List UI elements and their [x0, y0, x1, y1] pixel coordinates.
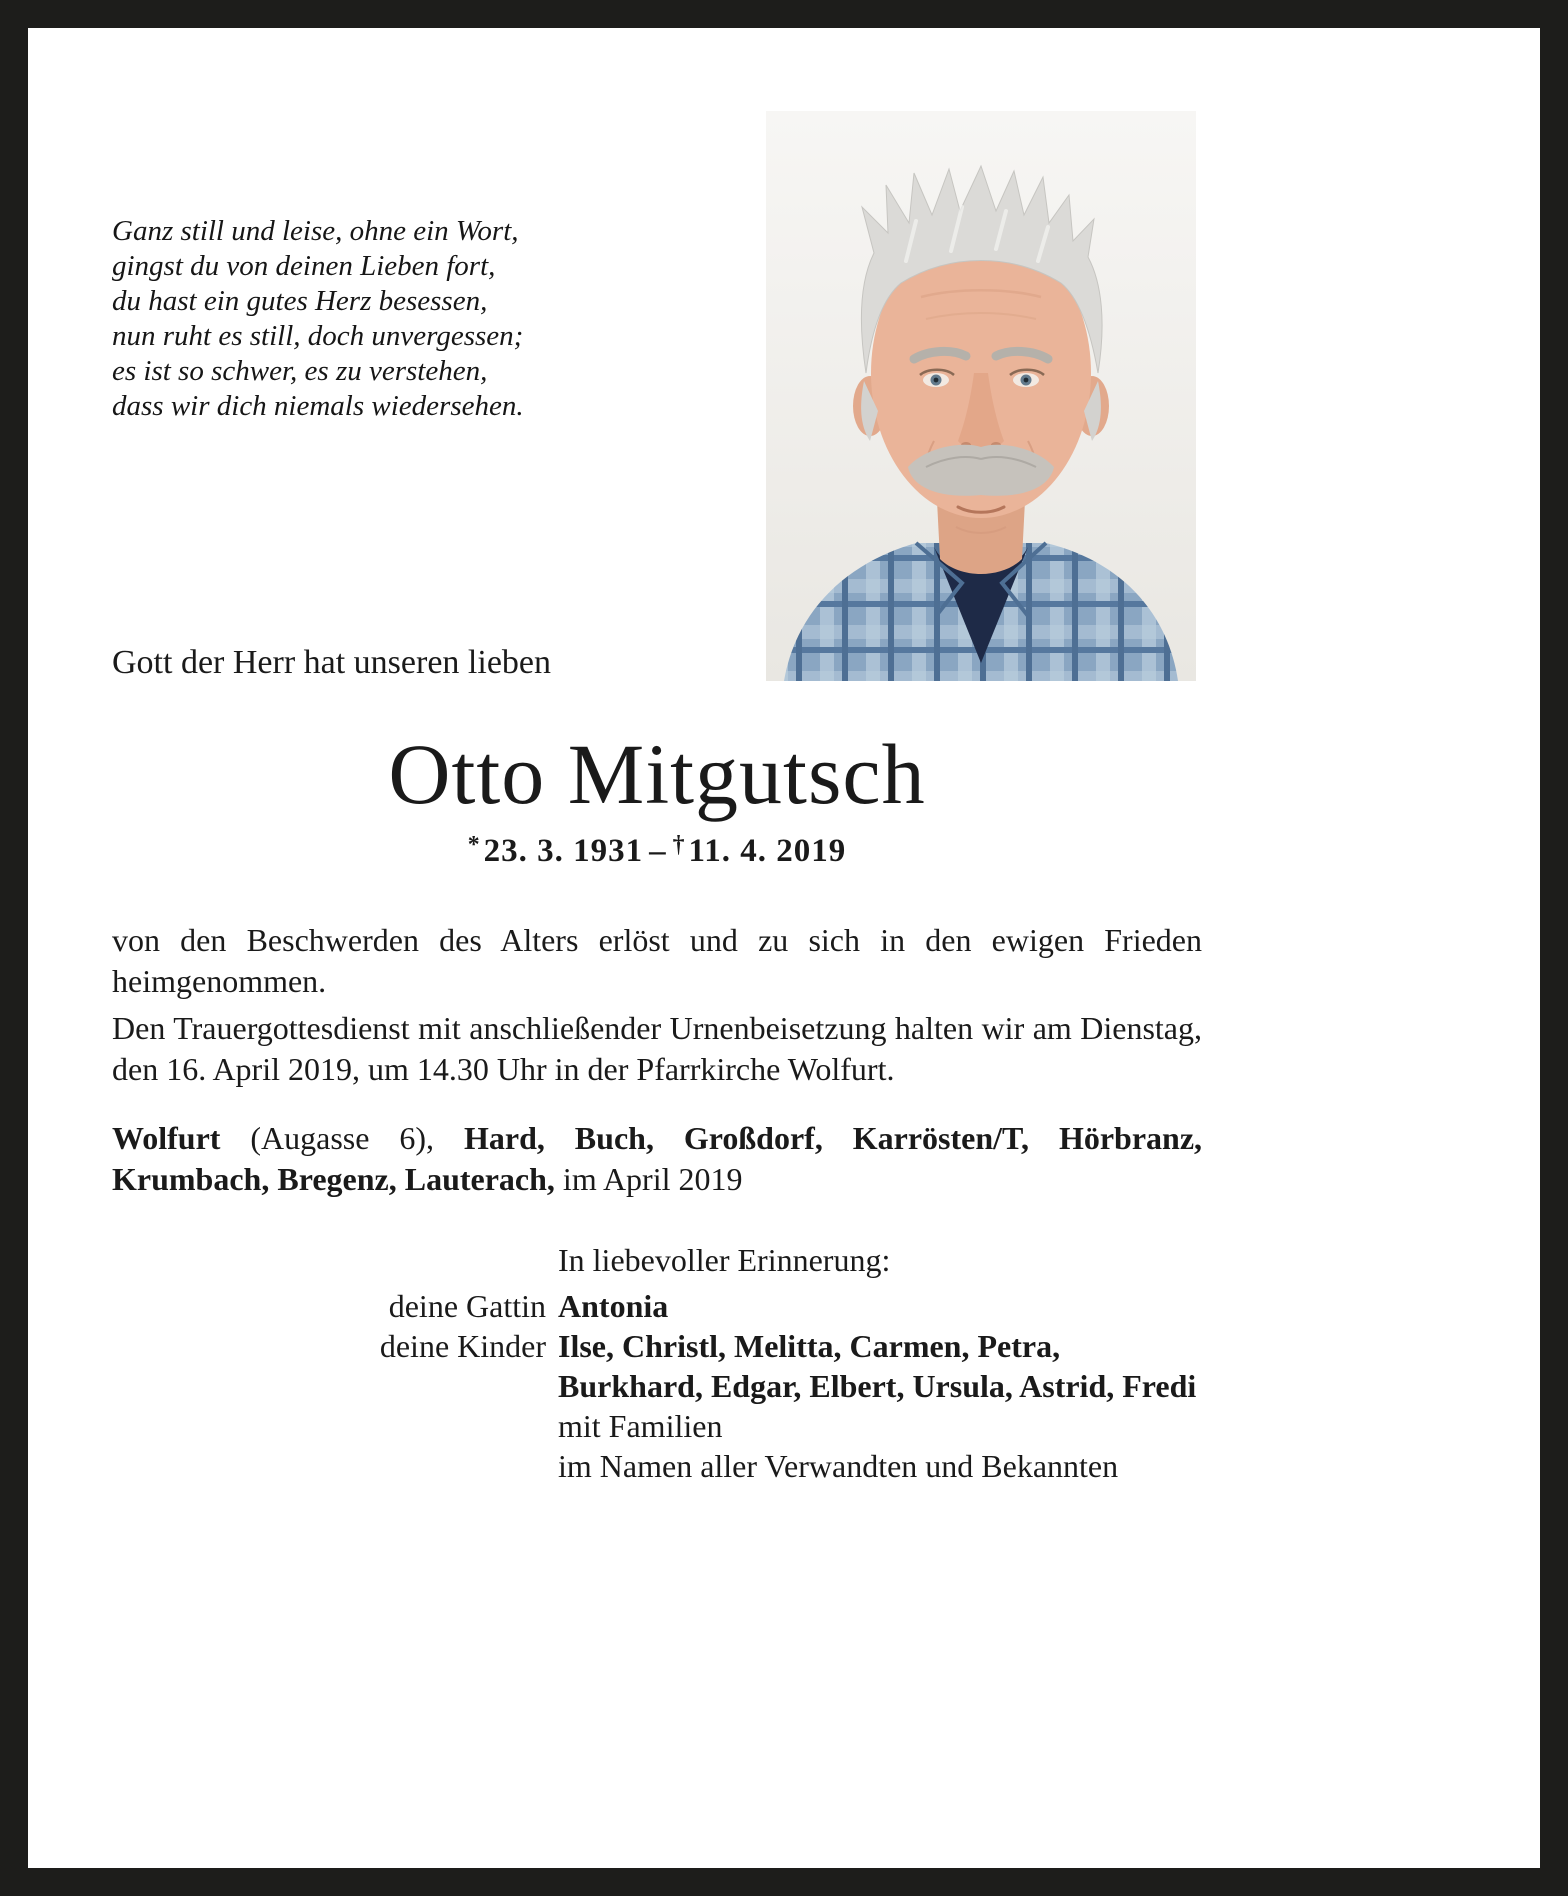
children-suffix: mit Familien	[558, 1408, 723, 1444]
relation-names-children	[558, 1326, 1202, 1446]
memorial-closing: im Namen aller Verwandten und Bekannten	[558, 1448, 1119, 1484]
memorial-section	[112, 1240, 1202, 1486]
birth-symbol: *	[467, 832, 481, 858]
deceased-name-block	[112, 726, 1202, 870]
deceased-name: Otto Mitgutsch	[388, 726, 926, 822]
relation-label-children: deine Kinder	[379, 1328, 546, 1364]
memorial-poem	[112, 214, 524, 424]
death-symbol: †	[672, 832, 686, 858]
locations-line	[112, 1118, 1202, 1200]
birth-date: 23. 3. 1931	[483, 833, 644, 870]
location-places: Hard, Buch, Großdorf, Karrösten/T, Hörbranz, Krumbach, Bregenz, Lauterach,	[112, 1120, 1203, 1197]
memorial-list	[112, 1286, 1202, 1486]
memorial-heading: In liebevoller Erinnerung:	[558, 1242, 891, 1278]
release-paragraph: von den Beschwerden des Alters erlöst und zu sich in den ewigen Frieden heimgenommen.	[112, 922, 1202, 999]
location-place: Wolfurt	[112, 1120, 221, 1156]
life-dates	[112, 832, 1202, 870]
service-paragraph: Den Trauergottesdienst mit anschließender Urnenbeisetzung halten wir am Dienstag, den 16. April 2019, um 14.30 Uhr in der Pfarrkirche Wolfurt.	[112, 1010, 1202, 1087]
location-date: im April 2019	[562, 1161, 743, 1197]
location-address: (Augasse 6),	[250, 1120, 435, 1156]
poem-line: Ganz still und leise, ohne ein Wort,	[112, 215, 519, 247]
portrait-illustration	[766, 111, 1196, 681]
poem-line: es ist so schwer, es zu verstehen,	[112, 355, 488, 387]
portrait-photo	[766, 111, 1196, 681]
wife-name: Antonia	[558, 1288, 669, 1324]
poem-line: nun ruht es still, doch unvergessen;	[112, 320, 524, 352]
poem-line: gingst du von deinen Lieben fort,	[112, 250, 496, 282]
date-separator: –	[649, 833, 667, 870]
poem-line: du hast ein gutes Herz besessen,	[112, 285, 488, 317]
relation-names-wife	[558, 1286, 1202, 1326]
intro-line: Gott der Herr hat unseren lieben	[112, 644, 551, 681]
children-names: Ilse, Christl, Melitta, Carmen, Petra, Burkhard, Edgar, Elbert, Ursula, Astrid, Fredi	[558, 1328, 1197, 1404]
poem-line: dass wir dich niemals wiedersehen.	[112, 390, 524, 422]
death-date: 11. 4. 2019	[688, 833, 847, 870]
relation-label-wife: deine Gattin	[388, 1288, 546, 1324]
